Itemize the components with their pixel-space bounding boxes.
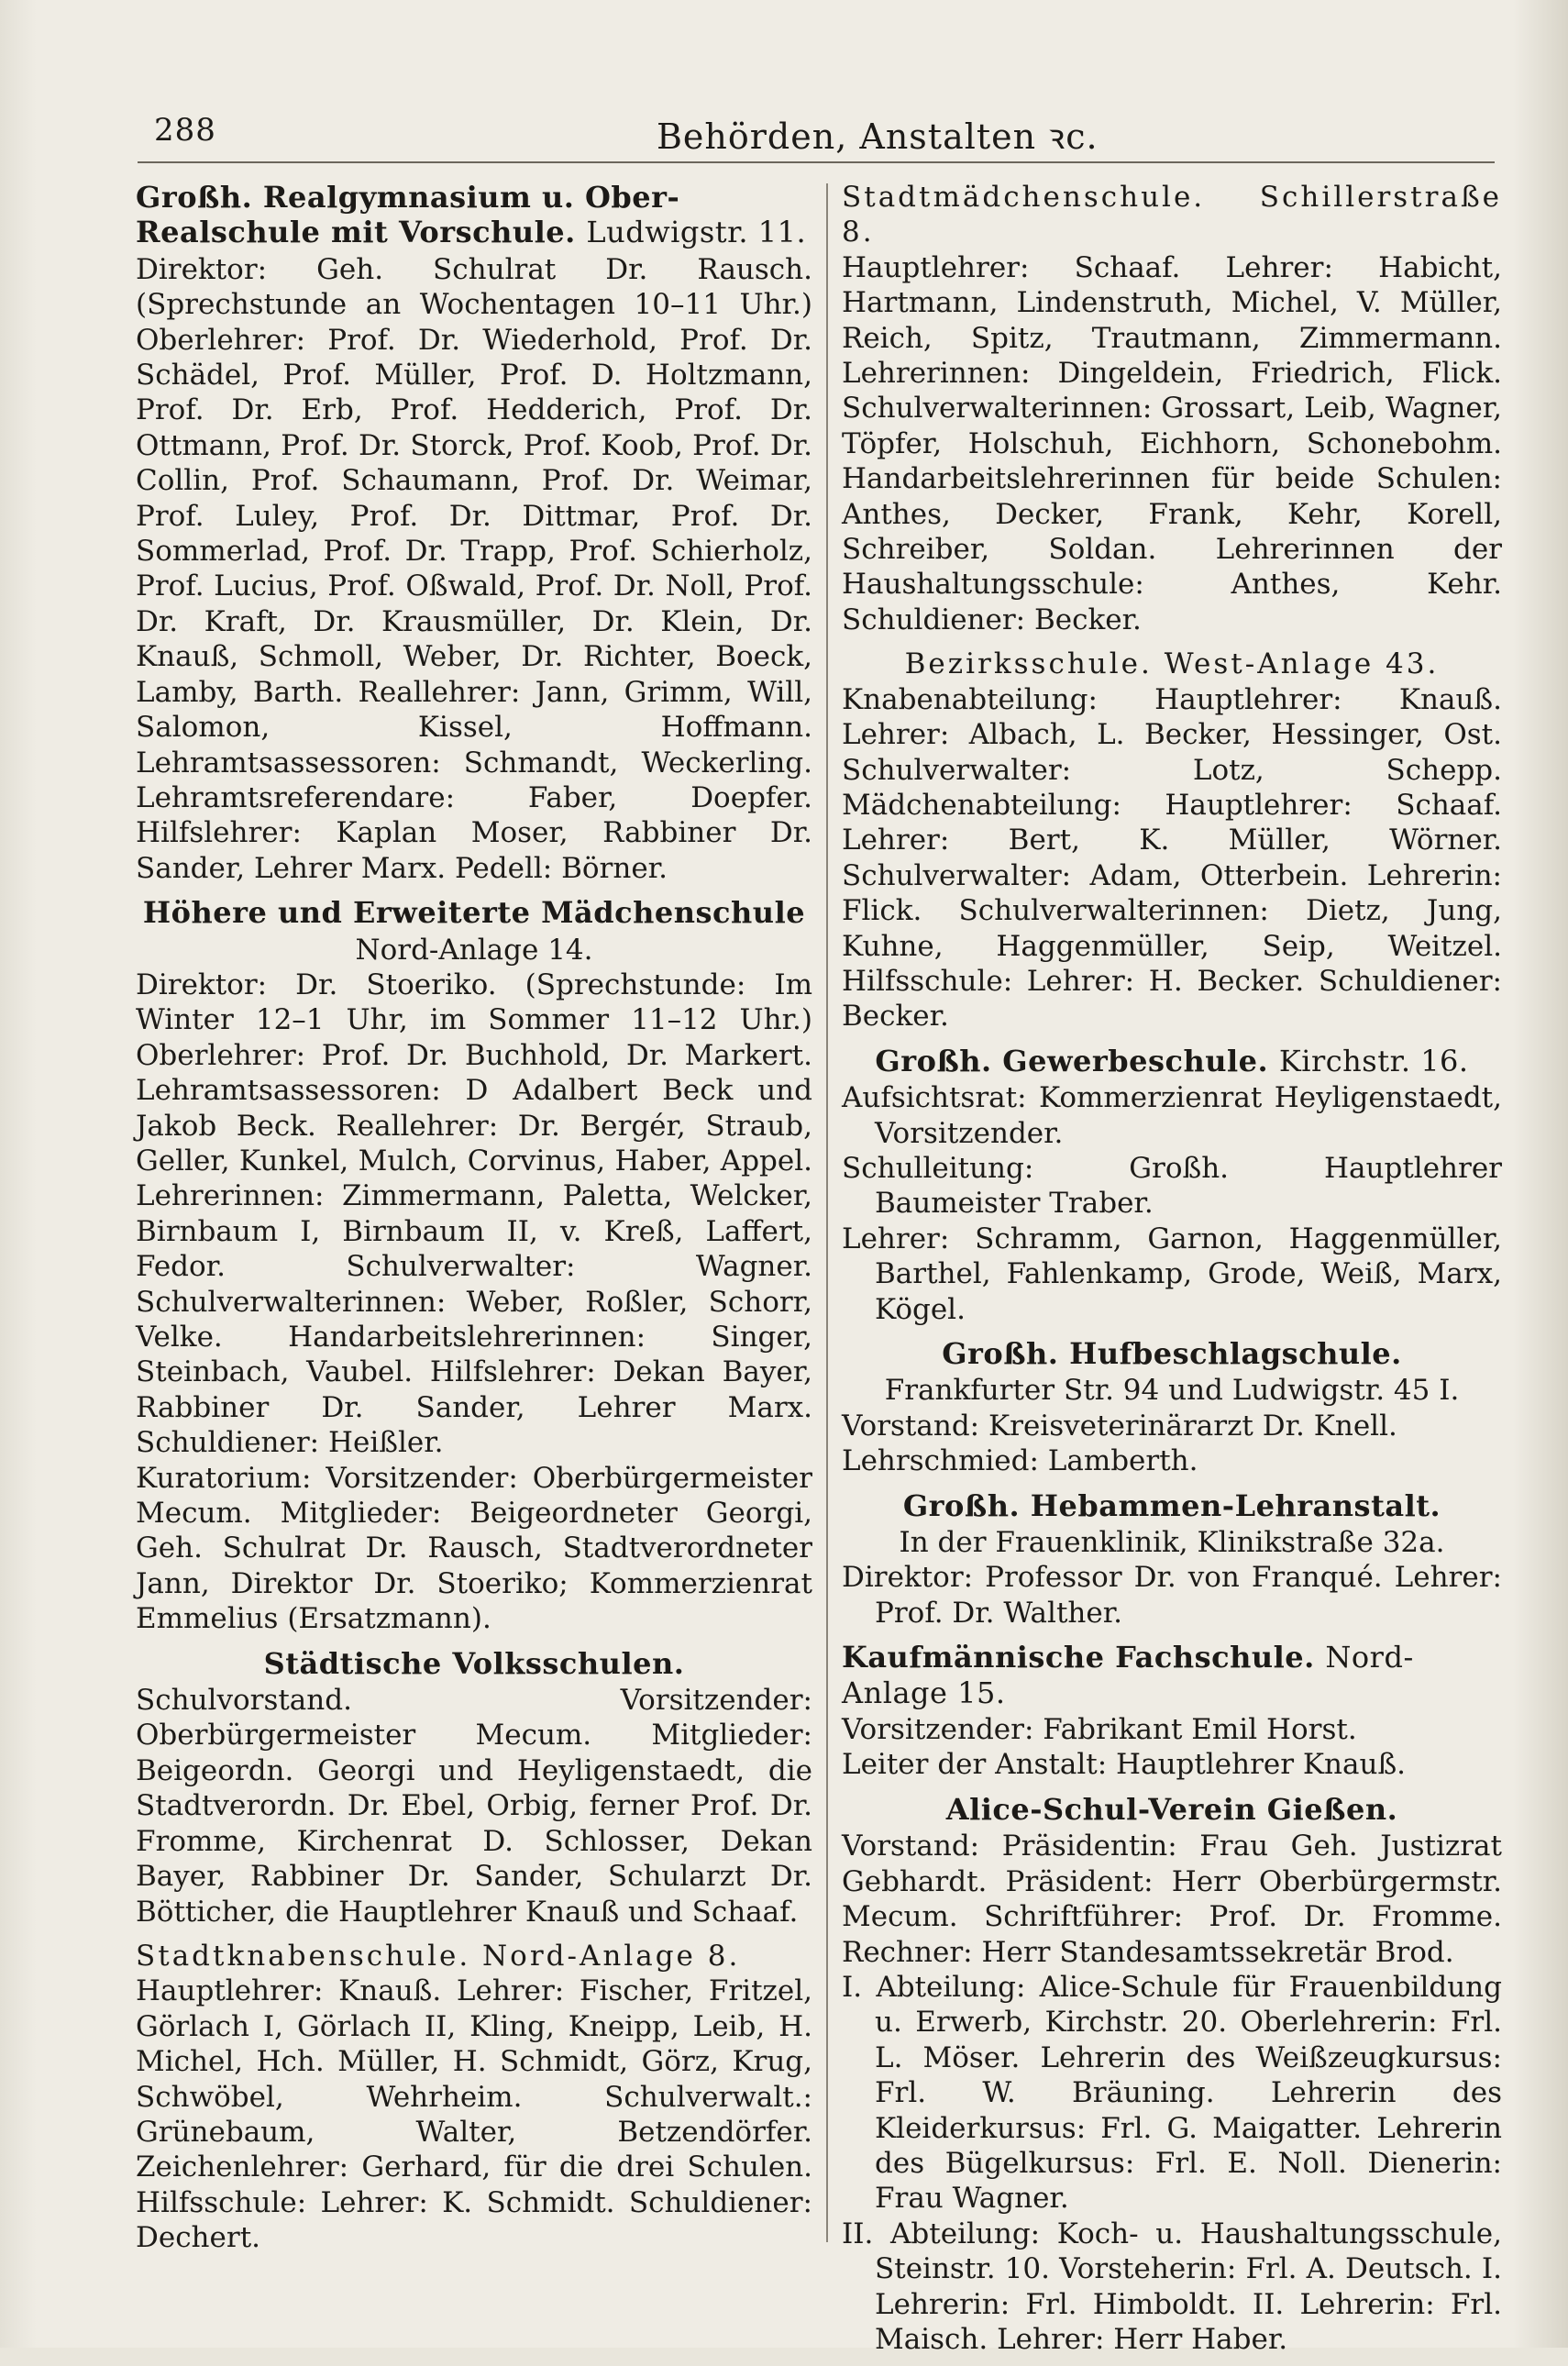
realgymnasium-title: Großh. Realgymnasium u. Ober-Realschule mit Vorschule. bbox=[136, 180, 680, 250]
gewerbeschule-address: Kirchstr. 16. bbox=[1278, 1043, 1469, 1078]
section-bezirksschule bbox=[842, 647, 1502, 1034]
section-gewerbeschule bbox=[842, 1044, 1502, 1327]
maedchenschule-kuratorium: Kuratorium: Vorsitzender: Oberbürgermeister Mecum. Mitglieder: Beigeordneter Georgi, Geh. Schulrat Dr. Rausch, Stadtverordneter Jann, Direktor Dr. Stoeriko; Kommerzienrat Emmelius (Ersatzmann). bbox=[136, 1461, 812, 1636]
fachschule-heading bbox=[842, 1640, 1502, 1710]
header-rule bbox=[138, 161, 1495, 163]
hufbeschlagschule-lehrschmied: Lehrschmied: Lamberth. bbox=[842, 1444, 1198, 1478]
gewerbeschule-title: Großh. Gewerbeschule. bbox=[875, 1043, 1269, 1078]
alice-abteilung-1: I. Abteilung: Alice-Schule für Frauenbildung u. Erwerb, Kirchstr. 20. Oberlehrerin: Frl. L. Möser. Lehrerin des Weißzeugkursus: Frl. W. Bräuning. Lehrerin des Kleiderkursus: Frl. G. Maigatter. Lehrerin des Bügelkursus: Frl. E. Noll. Dienerin: Frau Wagner. bbox=[842, 1970, 1502, 2216]
stadtmaedchenschule-text: Hauptlehrer: Schaaf. Lehrer: Habicht, Hartmann, Lindenstruth, Michel, V. Müller, Reich, Spitz, Trautmann, Zimmermann. Lehrerinnen: Dingeldein, Friedrich, Flick. Schulverwalterinnen: Grossart, Leib, Wagner, Töpfer, Holschuh, Eichhorn, Schonebohm. Handarbeitslehrerinnen für beide Schulen: Anthes, Decker, Frank, Kehr, Korell, Schreiber, Soldan. Lehrerinnen der Haushaltungsschule: Anthes, Kehr. Schuldiener: Becker. bbox=[842, 250, 1502, 636]
hufbeschlagschule-vorstand: Vorstand: Kreisveterinärarzt Dr. Knell. bbox=[842, 1409, 1397, 1443]
stadtknabenschule-text: Hauptlehrer: Knauß. Lehrer: Fischer, Fritzel, Görlach I, Görlach II, Kling, Kneipp, Leib, H. Michel, Hch. Müller, H. Schmidt, Görz, Krug, Schwöbel, Wehrheim. Schulverwalt.: Grünebaum, Walter, Betzendörfer. Zeichenlehrer: Gerhard, für die drei Schulen. Hilfsschule: Lehrer: K. Schmidt. Schuldiener: Dechert. bbox=[136, 1974, 812, 2255]
section-fachschule bbox=[842, 1640, 1502, 1783]
fachschule-vorsitzender: Vorsitzender: Fabrikant Emil Horst. bbox=[842, 1713, 1357, 1747]
hebammen-address: In der Frauenklinik, Klinikstraße 32a. bbox=[899, 1526, 1445, 1560]
bezirksschule-text: Knabenabteilung: Hauptlehrer: Knauß. Lehrer: Albach, L. Becker, Hessinger, Ost. Schulverwalter: Lotz, Schepp. Mädchenabteilung: Hauptlehrer: Schaaf. Lehrer: Bert, K. Müller, Wörner. Schulverwalter: Adam, Otterbein. Lehrerin: Flick. Schulverwalterinnen: Dietz, Jung, Kuhne, Haggenmüller, Seip, Weitzel. Hilfsschule: Lehrer: H. Becker. Schuldiener: Becker. bbox=[842, 682, 1502, 1034]
gewerbeschule-heading bbox=[842, 1044, 1502, 1078]
section-alice-verein bbox=[842, 1792, 1502, 2358]
hufbeschlagschule-title: Großh. Hufbeschlagschule. bbox=[942, 1336, 1402, 1371]
hebammen-text: Direktor: Professor Dr. von Franqué. Lehrer: Prof. Dr. Walther. bbox=[842, 1561, 1502, 1630]
section-maedchenschule bbox=[136, 895, 812, 1637]
section-realgymnasium bbox=[136, 180, 812, 886]
right-column bbox=[842, 180, 1502, 2366]
volksschulen-title: Städtische Volksschulen. bbox=[263, 1645, 685, 1681]
section-stadtmaedchenschule bbox=[842, 180, 1502, 637]
gewerbeschule-lehrer: Lehrer: Schramm, Garnon, Haggenmüller, Barthel, Fahlenkamp, Grode, Weiß, Marx, Kögel. bbox=[842, 1222, 1502, 1326]
hebammen-title: Großh. Hebammen-Lehranstalt. bbox=[902, 1487, 1441, 1523]
bezirksschule-title: Bezirksschule. West-Anlage 43. bbox=[904, 647, 1440, 681]
stadtmaedchenschule-title: Stadtmädchenschule. Schillerstraße 8. bbox=[842, 181, 1502, 249]
alice-title: Alice-Schul-Verein Gießen. bbox=[945, 1791, 1398, 1827]
gewerbeschule-aufsichtsrat: Aufsichtsrat: Kommerzienrat Heyligenstaedt, Vorsitzender. bbox=[842, 1081, 1502, 1150]
section-hebammen bbox=[842, 1488, 1502, 1631]
alice-vorstand: Vorstand: Präsidentin: Frau Geh. Justizrat Gebhardt. Präsident: Herr Oberbürgermstr. Mecum. Schriftführer: Prof. Dr. Fromme. Rechner: Herr Standesamtssekretär Brod. bbox=[842, 1830, 1502, 1969]
fachschule-title: Kaufmännische Fachschule. bbox=[842, 1640, 1315, 1675]
section-hufbeschlagschule bbox=[842, 1336, 1502, 1479]
fachschule-leiter: Leiter der Anstalt: Hauptlehrer Knauß. bbox=[842, 1748, 1407, 1782]
realgymnasium-text: Direktor: Geh. Schulrat Dr. Rausch. (Sprechstunde an Wochentagen 10–11 Uhr.) Oberlehrer: Prof. Dr. Wiederhold, Prof. Dr. Schädel, Prof. Müller, Prof. D. Holtzmann, Prof. Dr. Erb, Prof. Hedderich, Prof. Dr. Ottmann, Prof. Dr. Storck, Prof. Koob, Prof. Dr. Collin, Prof. Schaumann, Prof. Dr. Weimar, Prof. Luley, Prof. Dr. Dittmar, Prof. Dr. Sommerlad, Prof. Dr. Trapp, Prof. Schierholz, Prof. Lucius, Prof. Oßwald, Prof. Dr. Noll, Prof. Dr. Kraft, Dr. Krausmüller, Dr. Klein, Dr. Knauß, Schmoll, Weber, Dr. Richter, Boeck, Lamby, Barth. Reallehrer: Jann, Grimm, Will, Salomon, Kissel, Hoffmann. Lehramtsassessoren: Schmandt, Weckerling. Lehramtsreferendare: Faber, Doepfer. Hilfslehrer: Kaplan Moser, Rabbiner Dr. Sander, Lehrer Marx. Pedell: Börner. bbox=[136, 252, 812, 885]
maedchenschule-address: Nord-Anlage 14. bbox=[355, 933, 593, 967]
section-volksschulen bbox=[136, 1646, 812, 1929]
volksschulen-text: Schulvorstand. Vorsitzender: Oberbürgermeister Mecum. Mitglieder: Beigeordn. Georgi und Heyligenstaedt, die Stadtverordn. Dr. Ebel, Orbig, ferner Prof. Dr. Fromme, Kirchenrat D. Schlosser, Dekan Bayer, Rabbiner Dr. Sander, Schularzt Dr. Bötticher, die Hauptlehrer Knauß und Schaaf. bbox=[136, 1684, 812, 1929]
column-divider bbox=[826, 183, 828, 2242]
page-number: 288 bbox=[154, 112, 216, 149]
running-title: Behörden, Anstalten ꝛc. bbox=[657, 116, 1099, 157]
section-title bbox=[136, 180, 812, 250]
left-column bbox=[136, 180, 812, 2265]
stadtknabenschule-title: Stadtknabenschule. Nord-Anlage 8. bbox=[136, 1939, 741, 1973]
realgymnasium-address: Ludwigstr. 11. bbox=[586, 215, 807, 250]
gewerbeschule-schulleitung: Schulleitung: Großh. Hauptlehrer Baumeister Traber. bbox=[842, 1151, 1502, 1221]
maedchenschule-title: Höhere und Erweiterte Mädchenschule bbox=[142, 895, 806, 931]
hufbeschlagschule-address: Frankfurter Str. 94 und Ludwigstr. 45 I. bbox=[884, 1374, 1460, 1408]
alice-abteilung-2: II. Abteilung: Koch- u. Haushaltungsschule, Steinstr. 10. Vorsteherin: Frl. A. Deutsch. I. Lehrerin: Frl. Himboldt. II. Lehrerin: Frl. Maisch. Lehrer: Herr Haber. bbox=[842, 2217, 1502, 2356]
fachschule-address: Nord-Anlage 15. bbox=[842, 1640, 1414, 1710]
section-stadtknabenschule bbox=[136, 1939, 812, 2256]
maedchenschule-text: Direktor: Dr. Stoeriko. (Sprechstunde: Im Winter 12–1 Uhr, im Sommer 11–12 Uhr.) Oberlehrer: Prof. Dr. Buchhold, Dr. Markert. Lehramtsassessoren: D Adalbert Beck und Jakob Beck. Reallehrer: Dr. Bergér, Straub, Geller, Kunkel, Mulch, Corvinus, Haber, Appel. Lehrerinnen: Zimmermann, Paletta, Welcker, Birnbaum I, Birnbaum II, v. Kreß, Laffert, Fedor. Schulverwalter: Wagner. Schulverwalterinnen: Weber, Roßler, Schorr, Velke. Handarbeitslehrerinnen: Singer, Steinbach, Vaubel. Hilfslehrer: Dekan Bayer, Rabbiner Dr. Sander, Lehrer Marx. Schuldiener: Heißler. bbox=[136, 967, 812, 1460]
